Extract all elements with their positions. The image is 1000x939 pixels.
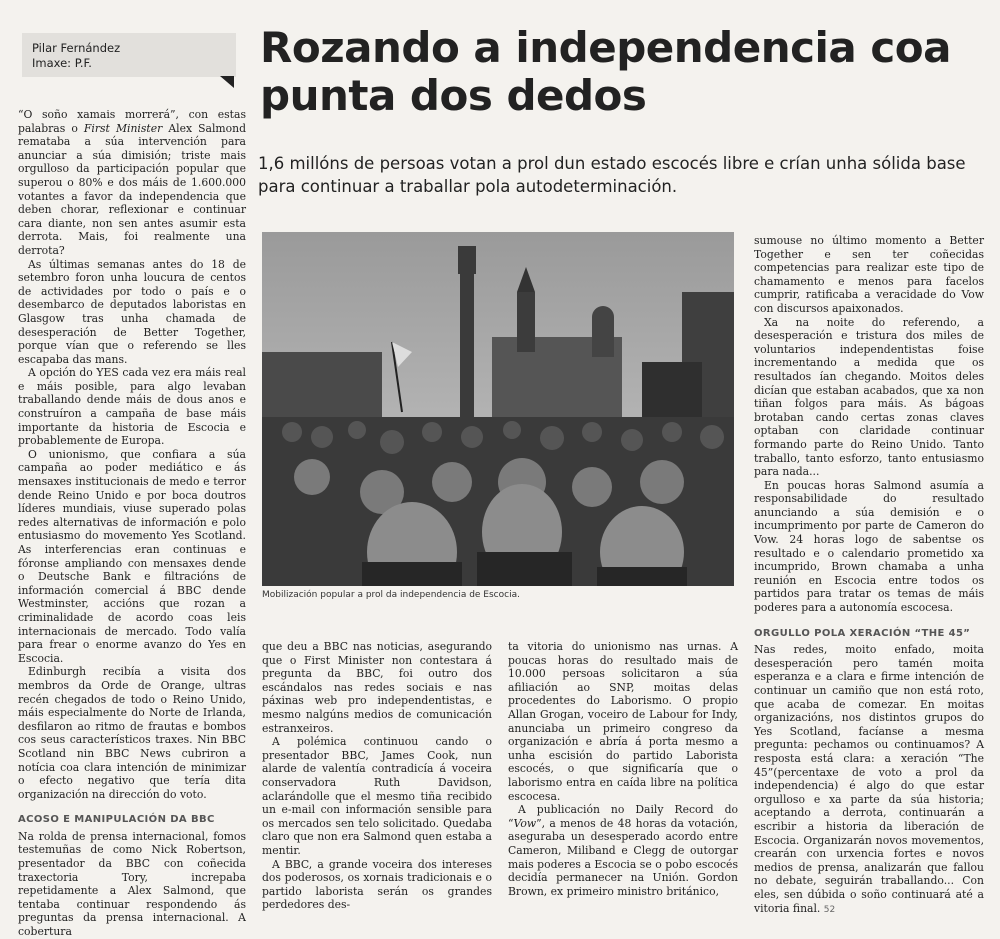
author-name: Pilar Fernández [32, 41, 121, 55]
subheadline: 1,6 millóns de persoas votan a prol dun estado escocés libre e crían unha sólida base para continuar a traballar pola autodeterminación. [258, 154, 966, 196]
paragraph: “O soño xamais morrerá”, con estas palabras o First Minister Alex Salmond remataba a súa intervención para anunciar a súa dimisión; triste mais orgulloso da participación popular que superou o 80% e dos máis de 1.600.000 votantes a favor da independencia que deben chorar, reflexionar e continuar cara diante, non sen antes asumir esta derrota. Mais, foi realmente una derrota? [18, 108, 247, 257]
column-3 [508, 640, 738, 898]
paragraph: Xa na noite do referendo, a desesperación e tristura dos miles de voluntarios independentistas foise incrementando a medida que os resultados ían chegando. Moitos deles dicían que estaban acabados, que xa non tiñan folgos para máis. As bágoas brotaban cando certas zonas claves optaban con claridade continuar formando parte do Reino Unido. Tanto traballo, tanto esforzo, tanto entusiasmo para nada... [754, 315, 984, 479]
paragraph: ta vitoria do unionismo nas urnas. A poucas horas do resultado mais de 10.000 persoas solicitaron a súa afiliación ao SNP, moitas delas procedentes do Laborismo. O propio Allan Grogan, voceiro de Labour for Indy, anunciaba un primeiro congreso da organización e abría á porta mesmo a unha escisión do partido Laborista escocés, o que significaría que o laborismo entra en caída libre na política escocesa. [508, 640, 738, 803]
column-4 [754, 234, 984, 917]
crowd-photo-image [262, 232, 734, 586]
paragraph: A publicación no Daily Record do “Vow”, a menos de 48 horas da votación, aseguraba un desesperado acordo entre Cameron, Miliband e Clegg de outorgar mais poderes a Escocia se o pobo escocés decidía permanecer na Unión. Gordon Brown, ex primeiro ministro británico, [508, 803, 738, 898]
paragraph: O unionismo, que confiara a súa campaña ao poder mediático e ás mensaxes institucionais de medo e terror dende Reino Unido e por boca doutros líderes mundiais, viuse superado polas redes alternativas de información e polo entusiasmo do movemento Yes Scotland. As interferencias eran continuas e fóronse ampliando con mensaxes dende o Deutsche Bank e filtracións de información comercial á BBC dende Westminster, accións que rozan a criminalidade de acordo coas leis internacionais de mercado. Todo valía para frear o enorme avanzo do Yes en Escocia. [18, 447, 246, 665]
paragraph: A BBC, a grande voceira dos intereses dos poderosos, os xornais tradicionais e o partido laborista serán os grandes perdedores des- [262, 857, 492, 912]
section-heading-the-45: ORGULLO POLA XERACIÓN “THE 45” [754, 627, 971, 639]
crowd-photo [262, 232, 734, 586]
paragraph: Edinburgh recibía a visita dos membros da Orde de Orange, ultras recén chegados de todo o Reino Unido, máis especialmente do Norte de Irlanda, desfilaron ao ritmo de frautas e bombos cos seus característicos traxes. Nin BBC Scotland nin BBC News cubriron a notícia coa clara intención de minimizar o efecto negativo que tería dita organización na dirección do voto. [18, 665, 246, 801]
paragraph: Nas redes, moito enfado, moita desesperación pero tamén moita esperanza e a clara e firme intención de continuar un camiño que non está roto, que acaba de comezar. En moitas organizacións, nos distintos grupos do Yes Scotland, facíanse a mesma pregunta: pechamos ou continuamos? A resposta está clara: a xeración “The 45”(percentaxe de voto a prol da independencia) é algo do que estar orgulloso e xa parte da súa historia; aceptando a derrota, continuarán a escribir a historia da liberación de Escocia. Organizarán novos movementos, crearán con urxencia fortes e novos medios de prensa, analizarán que fallou no debate, seguirán traballando... Con eles, sen dúbida o soño continuará até a vitoria final. 52 [754, 643, 984, 915]
end-mark: 52 [823, 904, 836, 915]
paragraph: A opción do YES cada vez era máis real e máis posible, para algo levaban traballando dende máis de dous anos e construíron a campaña de base máis importante da historia de Escocia e probablemente de Europa. [18, 366, 246, 448]
paragraph: En poucas horas Salmond asumía a responsabilidade do resultado anunciando a súa demisión e o incumprimento por parte de Cameron do Vow. 24 horas logo de sabentse os resultado e o calendario prometido xa incumprido, Brown chamaba a unha reunión en Escocia entre todos os partidos para tratar os temas de máis poderes para a autonomía escocesa. [754, 478, 984, 615]
headline: Rozando a independencia coa punta dos dedos [260, 23, 951, 120]
byline-corner-mark [220, 76, 234, 88]
column-2 [262, 640, 492, 912]
paragraph: que deu a BBC nas noticias, asegurando que o First Minister non contestara á pregunta da BBC, foi outro dos escándalos nas redes sociais e nas páxinas web pro independentistas, e mesmo nalgúns medios de comunicación estranxeiros. [262, 640, 492, 735]
image-credit: Imaxe: P.F. [32, 56, 92, 70]
section-heading-bbc: ACOSO E MANIPULACIÓN DA BBC [18, 814, 215, 826]
paragraph: sumouse no último momento a Better Together e sen ter coñecidas competencias para realizar este tipo de chamamento e menos para facelos cumprir, ratificaba a veracidade do Vow con discursos apaixonados. [754, 234, 984, 315]
byline-box [22, 33, 236, 77]
paragraph: As últimas semanas antes do 18 de setembro foron unha loucura de centos de actividades por todo o país e o desembarco de deputados laboristas en Glasgow tras unha chamada de desesperación de Better Together, porque vían que o referendo se lles escapaba das mans. [18, 257, 246, 366]
paragraph: Na rolda de prensa internacional, fomos testemuñas de como Nick Robertson, presentador da BBC con coñecida traxectoria Tory, increpaba repetidamente a Alex Salmond, que tentaba continuar respondendo ás preguntas da prensa internacional. A cobertura [18, 829, 246, 939]
paragraph: A polémica continuou cando o presentador BBC, James Cook, nun alarde de valentía contradicía á voceira conservadora Ruth Davidson, aclarándolle que el mesmo tiña recibido un e-mail con información sensible para os mercados sen telo solicitado. Quedaba claro que non era Salmond quen estaba a mentir. [262, 735, 492, 857]
photo-caption: Mobilización popular a prol da independencia de Escocia. [262, 590, 520, 600]
column-1 [18, 108, 246, 939]
